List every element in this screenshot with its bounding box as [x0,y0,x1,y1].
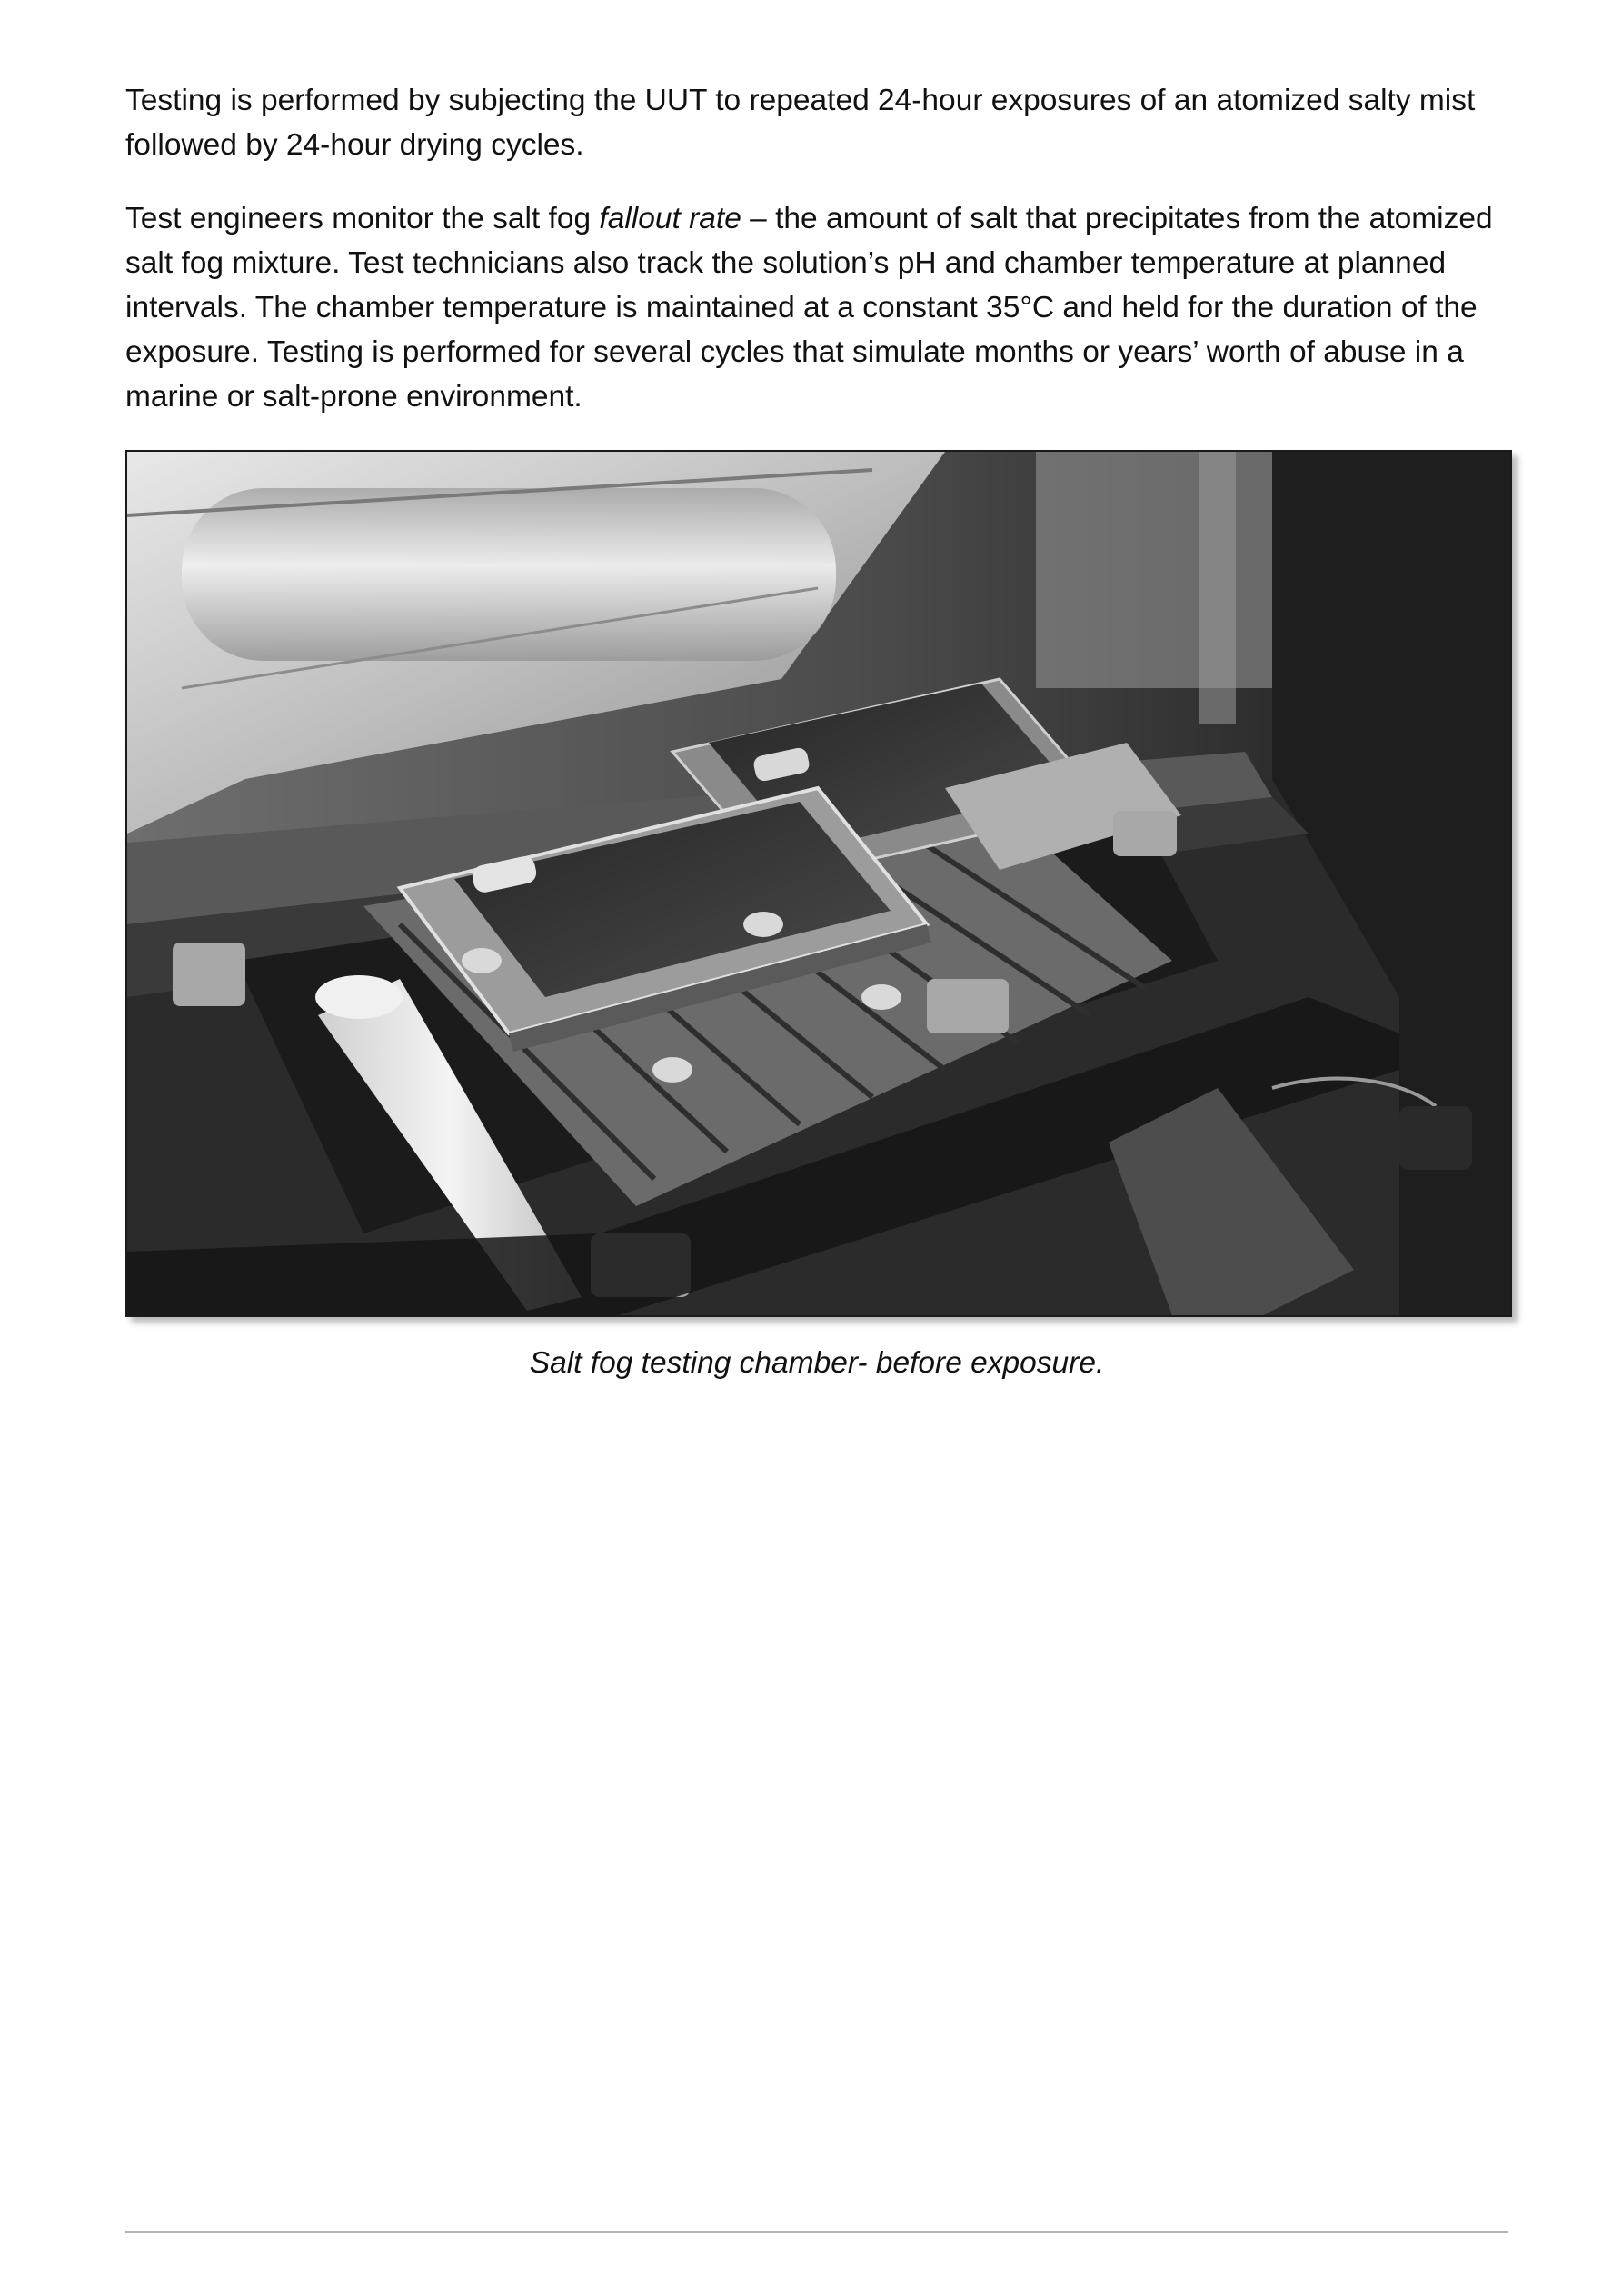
figure-caption: Salt fog testing chamber- before exposure. [529,1346,1105,1380]
salt-fog-chamber-illustration [127,452,1510,1315]
paragraph-2-text-b: – the amount of salt that precipitates from the atomized salt fog mixture. Test technicians also track the solution’s pH and chamber temperature at planned intervals. The chamber temperature is maintained at a constant 35°C and held for the duration of the exposure. Testing is performed for several cycles that simulate months or years’ worth of abuse in a marine or salt-prone environment. [125,202,1493,414]
fallout-rate-emphasis: fallout rate [599,202,741,235]
body-paragraph-1: Testing is performed by subjecting the UUT to repeated 24-hour exposures of an atomized salty mist followed by 24-hour drying cycles. [125,84,1476,162]
footer-divider [125,2231,1508,2233]
body-paragraph-2 [125,196,1507,419]
paragraph-2-text-a: Test engineers monitor the salt fog [125,202,600,235]
salt-fog-chamber-photo [125,450,1512,1317]
